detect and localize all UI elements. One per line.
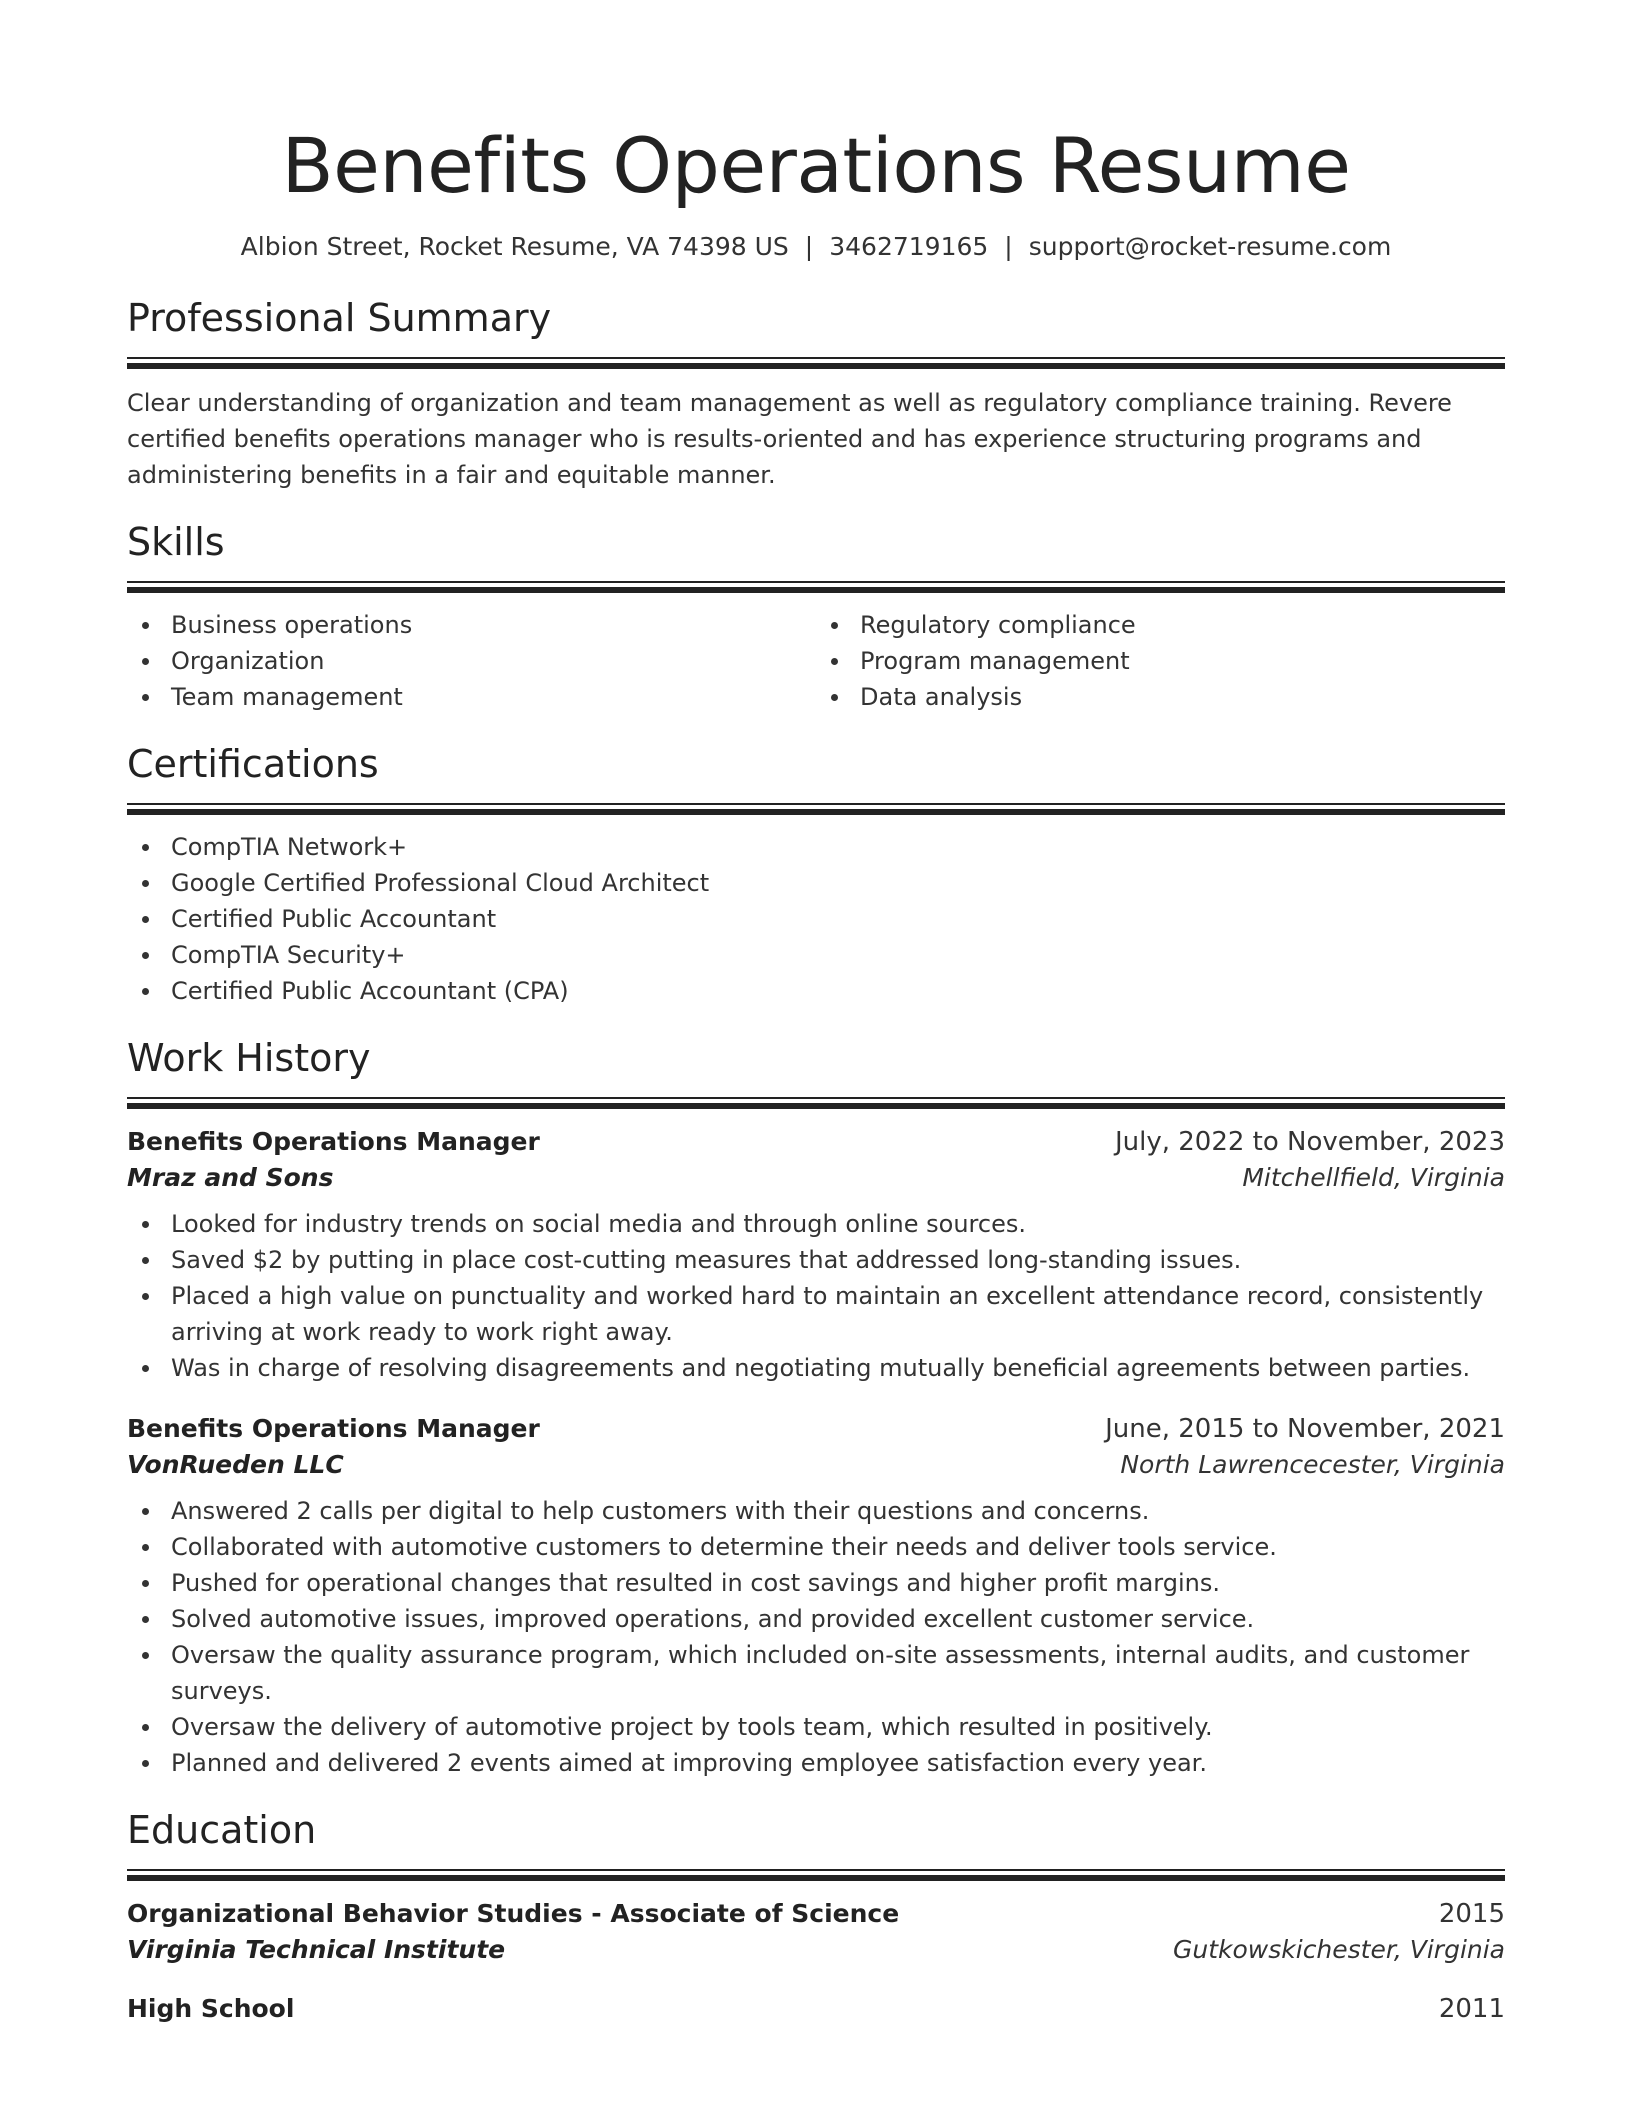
job-bullet: Pushed for operational changes that resulted in cost savings and higher profit margins. (127, 1565, 1505, 1601)
education-year: 2011 (1438, 1994, 1505, 2024)
section-heading-education: Education (127, 1808, 317, 1852)
education-degree: High School (127, 1994, 295, 2023)
job-dates: July, 2022 to November, 2023 (1114, 1127, 1505, 1157)
skill-item: Organization (127, 643, 816, 679)
contact-separator: | (804, 232, 814, 261)
education-entry (127, 1899, 1505, 1964)
skills-section (127, 520, 1505, 715)
contact-address: Albion Street, Rocket Resume, VA 74398 US (240, 232, 789, 261)
certification-item: CompTIA Security+ (127, 937, 1505, 973)
education-section (127, 1808, 1505, 2024)
education-degree: Organizational Behavior Studies - Associate of Science (127, 1899, 900, 1928)
skills-list-right (816, 607, 1505, 715)
section-divider (127, 581, 1505, 593)
resume-title: Benefits Operations Resume (281, 121, 1351, 210)
section-divider (127, 357, 1505, 369)
skill-item: Regulatory compliance (816, 607, 1505, 643)
job-company: Mraz and Sons (127, 1163, 334, 1192)
section-heading-work: Work History (127, 1036, 371, 1080)
job-title: Benefits Operations Manager (127, 1127, 540, 1156)
summary-section (127, 296, 1505, 493)
job-company-row (127, 1450, 1505, 1479)
certifications-list (127, 829, 1505, 1009)
skill-item: Data analysis (816, 679, 1505, 715)
job-header-row (127, 1127, 1505, 1157)
education-header-row (127, 1994, 1505, 2024)
contact-email[interactable]: support@rocket-resume.com (1028, 232, 1392, 261)
job-bullet: Oversaw the delivery of automotive project by tools team, which resulted in positively. (127, 1709, 1505, 1745)
job-bullets (127, 1206, 1505, 1386)
job-title: Benefits Operations Manager (127, 1414, 540, 1443)
job-bullet: Collaborated with automotive customers to determine their needs and deliver tools service. (127, 1529, 1505, 1565)
skill-item: Team management (127, 679, 816, 715)
certification-item: CompTIA Network+ (127, 829, 1505, 865)
job-dates: June, 2015 to November, 2021 (1105, 1414, 1505, 1444)
skill-item: Business operations (127, 607, 816, 643)
summary-text: Clear understanding of organization and team management as well as regulatory compliance training. Revere certified benefits operations manager who is results-oriented and has experience structuring programs and administering benefits in a fair and equitable manner. (127, 389, 1452, 489)
contact-phone: 3462719165 (829, 232, 989, 261)
job-bullet: Solved automotive issues, improved operations, and provided excellent customer service. (127, 1601, 1505, 1637)
education-entry (127, 1994, 1505, 2024)
certification-item: Certified Public Accountant (127, 901, 1505, 937)
certification-item: Certified Public Accountant (CPA) (127, 973, 1505, 1009)
job-bullet: Saved $2 by putting in place cost-cutting measures that addressed long-standing issues. (127, 1242, 1505, 1278)
job-bullet: Oversaw the quality assurance program, which included on-site assessments, internal audits, and customer surveys. (127, 1637, 1505, 1709)
section-divider (127, 1097, 1505, 1109)
contact-line (127, 232, 1505, 261)
certifications-section (127, 742, 1505, 1009)
section-heading-skills: Skills (127, 520, 225, 564)
job-company: VonRueden LLC (127, 1450, 344, 1479)
job-location: North Lawrencecester, Virginia (1120, 1450, 1505, 1479)
job-entry (127, 1414, 1505, 1781)
education-location: Gutkowskichester, Virginia (1173, 1935, 1505, 1964)
job-bullets (127, 1493, 1505, 1781)
job-bullet: Planned and delivered 2 events aimed at improving employee satisfaction every year. (127, 1745, 1505, 1781)
certification-item: Google Certified Professional Cloud Architect (127, 865, 1505, 901)
job-bullet: Was in charge of resolving disagreements and negotiating mutually beneficial agreements between parties. (127, 1350, 1505, 1386)
section-heading-certifications: Certifications (127, 742, 379, 786)
education-year: 2015 (1438, 1899, 1505, 1929)
skills-list-left (127, 607, 816, 715)
job-bullet: Looked for industry trends on social media and through online sources. (127, 1206, 1505, 1242)
skill-item: Program management (816, 643, 1505, 679)
skills-grid (127, 607, 1505, 715)
education-school: Virginia Technical Institute (127, 1935, 506, 1964)
education-header-row (127, 1899, 1505, 1929)
section-divider (127, 1869, 1505, 1881)
contact-separator: | (1004, 232, 1013, 261)
education-school-row (127, 1935, 1505, 1964)
section-heading-summary: Professional Summary (127, 296, 552, 340)
work-history-section (127, 1036, 1505, 1781)
section-divider (127, 803, 1505, 815)
job-company-row (127, 1163, 1505, 1192)
job-bullet: Placed a high value on punctuality and worked hard to maintain an excellent attendance record, consistently arriving at work ready to work right away. (127, 1278, 1505, 1350)
job-bullet: Answered 2 calls per digital to help customers with their questions and concerns. (127, 1493, 1505, 1529)
job-entry (127, 1127, 1505, 1386)
job-header-row (127, 1414, 1505, 1444)
job-location: Mitchellfield, Virginia (1242, 1163, 1505, 1192)
